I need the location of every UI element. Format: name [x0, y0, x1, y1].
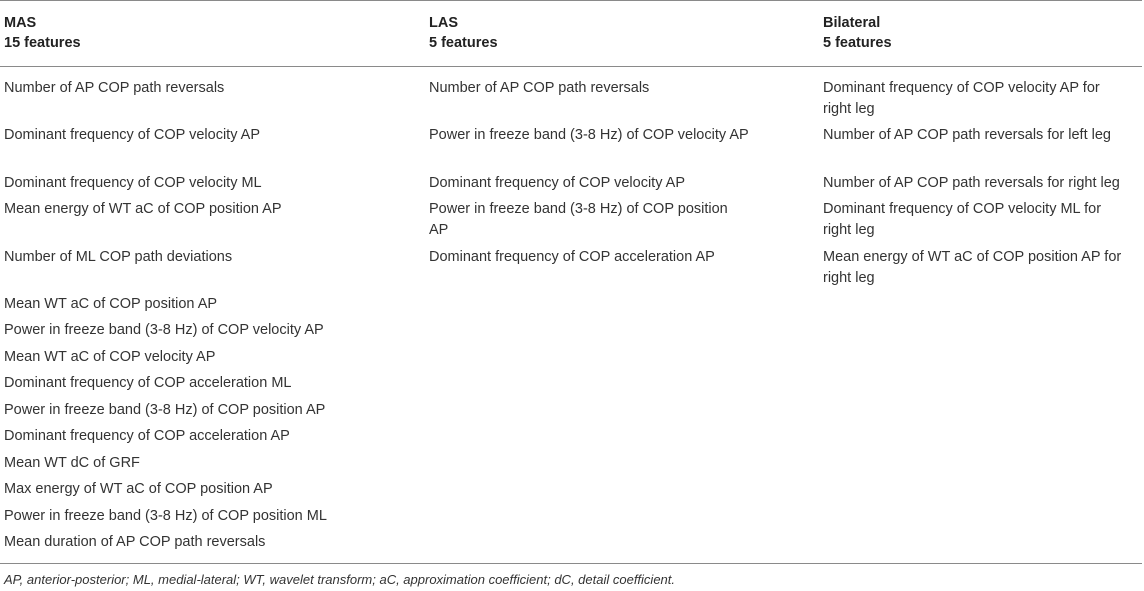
table-cell: Mean WT aC of COP velocity AP — [4, 349, 216, 365]
table-cell: Dominant frequency of COP velocity ML — [4, 175, 262, 191]
column-header-las — [429, 13, 498, 53]
table-header-rule — [0, 66, 1142, 67]
table-bottom-rule — [0, 563, 1142, 564]
table-cell: Mean energy of WT aC of COP position AP for right leg — [823, 249, 1122, 286]
column-header-subtitle: 5 features — [429, 35, 498, 51]
table-cell: Number of AP COP path reversals — [4, 80, 225, 96]
table-footnote: AP, anterior-posterior; ML, medial-lateral; WT, wavelet transform; aC, approximation coefficient; dC, detail coefficient. — [4, 572, 675, 587]
table-cell: Dominant frequency of COP velocity ML for right leg — [823, 201, 1102, 238]
table-cell: Power in freeze band (3-8 Hz) of COP velocity AP — [4, 322, 324, 338]
table-top-rule — [0, 0, 1142, 1]
column-header-mas — [4, 13, 81, 53]
table-cell: Mean energy of WT aC of COP position AP — [4, 201, 282, 217]
table-cell: Max energy of WT aC of COP position AP — [4, 481, 273, 497]
column-header-subtitle: 15 features — [4, 35, 81, 51]
table-cell: Mean WT aC of COP position AP — [4, 296, 218, 312]
table-cell: Number of AP COP path reversals for left leg — [823, 127, 1111, 143]
column-header-title: MAS — [4, 15, 37, 31]
table-cell: Mean duration of AP COP path reversals — [4, 534, 266, 550]
table-cell: Dominant frequency of COP velocity AP — [4, 127, 261, 143]
column-header-title: Bilateral — [823, 15, 881, 31]
table-cell: Power in freeze band (3-8 Hz) of COP position AP — [4, 402, 326, 418]
table-cell: Power in freeze band (3-8 Hz) of COP position ML — [4, 508, 327, 524]
table-cell: Dominant frequency of COP acceleration AP — [429, 249, 715, 265]
table-cell: Power in freeze band (3-8 Hz) of COP velocity AP — [429, 127, 749, 143]
column-header-title: LAS — [429, 15, 458, 31]
column-header-bilateral — [823, 13, 892, 53]
table-cell: Dominant frequency of COP velocity AP for right leg — [823, 80, 1100, 117]
table-cell: Dominant frequency of COP velocity AP — [429, 175, 686, 191]
table-cell: Number of AP COP path reversals — [429, 80, 650, 96]
table-cell: Dominant frequency of COP acceleration ML — [4, 375, 292, 391]
table-cell: Mean WT dC of GRF — [4, 455, 140, 471]
table-cell: Number of AP COP path reversals for right leg — [823, 175, 1120, 191]
table-cell: Power in freeze band (3-8 Hz) of COP position AP — [429, 201, 728, 238]
table-cell: Number of ML COP path deviations — [4, 249, 233, 265]
column-header-subtitle: 5 features — [823, 35, 892, 51]
table-cell: Dominant frequency of COP acceleration AP — [4, 428, 290, 444]
